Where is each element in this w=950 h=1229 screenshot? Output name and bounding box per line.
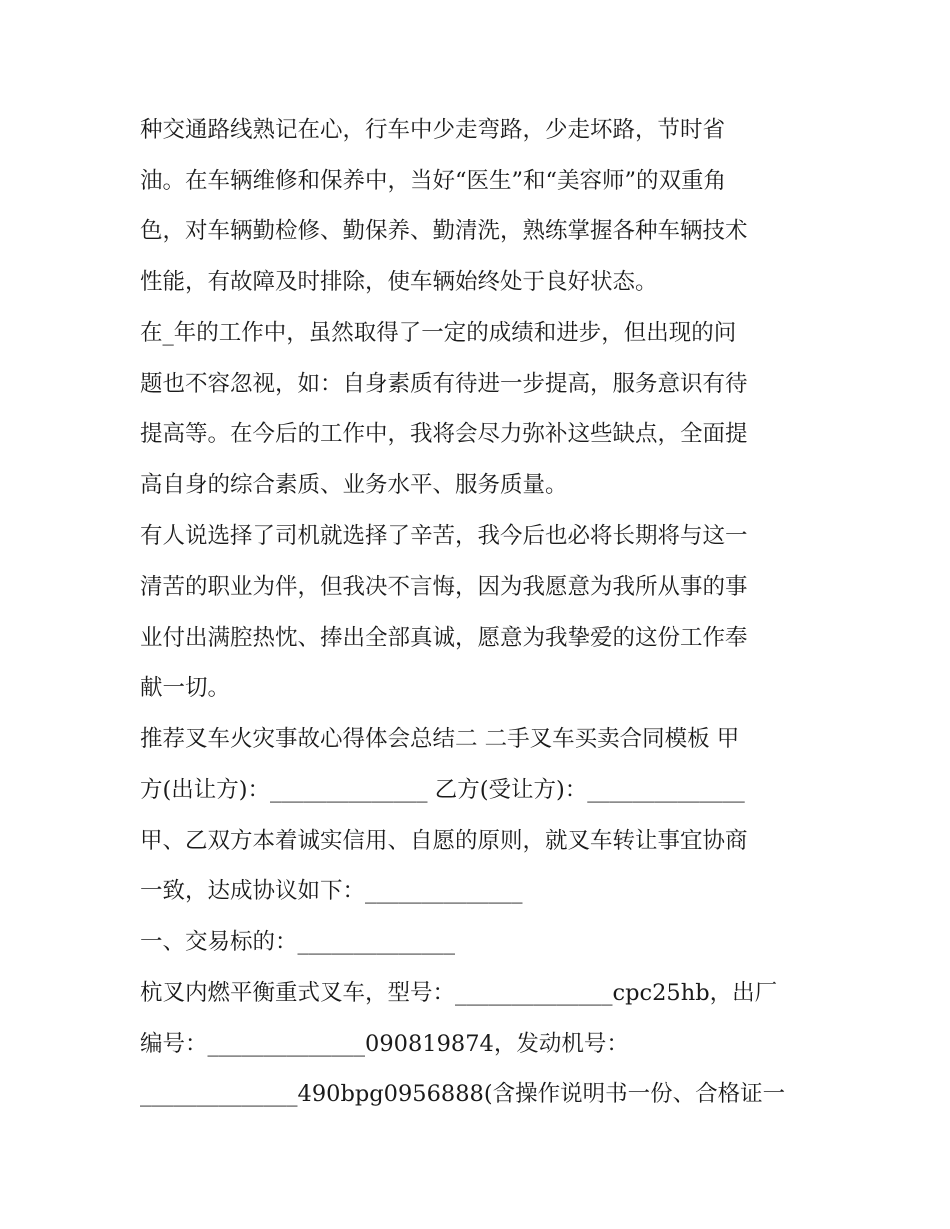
- text-line: 清苦的职业为伴，但我决不言悔，因为我愿意为我所从事的事: [140, 574, 748, 600]
- text-line: 在_年的工作中，虽然取得了一定的成绩和进步，但出现的问: [140, 320, 737, 346]
- text-line: 方(出让方)：______________ 乙方(受让方)：______________: [140, 777, 745, 803]
- text-line: 业付出满腔热忱、捧出全部真诚，愿意为我挚爱的这份工作奉: [140, 625, 748, 651]
- text-line: 一致，达成协议如下：______________: [140, 878, 523, 904]
- text-line: 提高等。在今后的工作中，我将会尽力弥补这些缺点，全面提: [140, 421, 748, 447]
- text-line: 种交通路线熟记在心，行车中少走弯路，少走坏路，节时省: [140, 117, 726, 143]
- text-line: 油。在车辆维修和保养中，当好“医生”和“美容师”的双重角: [140, 168, 727, 194]
- text-line: 杭叉内燃平衡重式叉车，型号：______________cpc25hb，出厂: [140, 980, 778, 1006]
- text-line: 甲、乙双方本着诚实信用、自愿的原则，就叉车转让事宜协商: [140, 828, 748, 854]
- text-line: 题也不容忽视，如：自身素质有待进一步提高，服务意识有待: [140, 371, 748, 397]
- text-line: 性能，有故障及时排除，使车辆始终处于良好状态。: [140, 269, 658, 295]
- text-line: 编号：______________090819874，发动机号：: [140, 1031, 629, 1057]
- text-line: 一、交易标的：______________: [140, 929, 456, 955]
- text-line: 色，对车辆勤检修、勤保养、勤清洗，熟练掌握各种车辆技术: [140, 218, 748, 244]
- text-line: 高自身的综合素质、业务水平、服务质量。: [140, 472, 568, 498]
- text-line: ______________490bpg0956888(含操作说明书一份、合格证一: [140, 1081, 786, 1107]
- text-line: 推荐叉车火灾事故心得体会总结二 二手叉车买卖合同模板 甲: [140, 726, 740, 752]
- text-line: 献一切。: [140, 675, 231, 701]
- text-line: 有人说选择了司机就选择了辛苦，我今后也必将长期将与这一: [140, 523, 748, 549]
